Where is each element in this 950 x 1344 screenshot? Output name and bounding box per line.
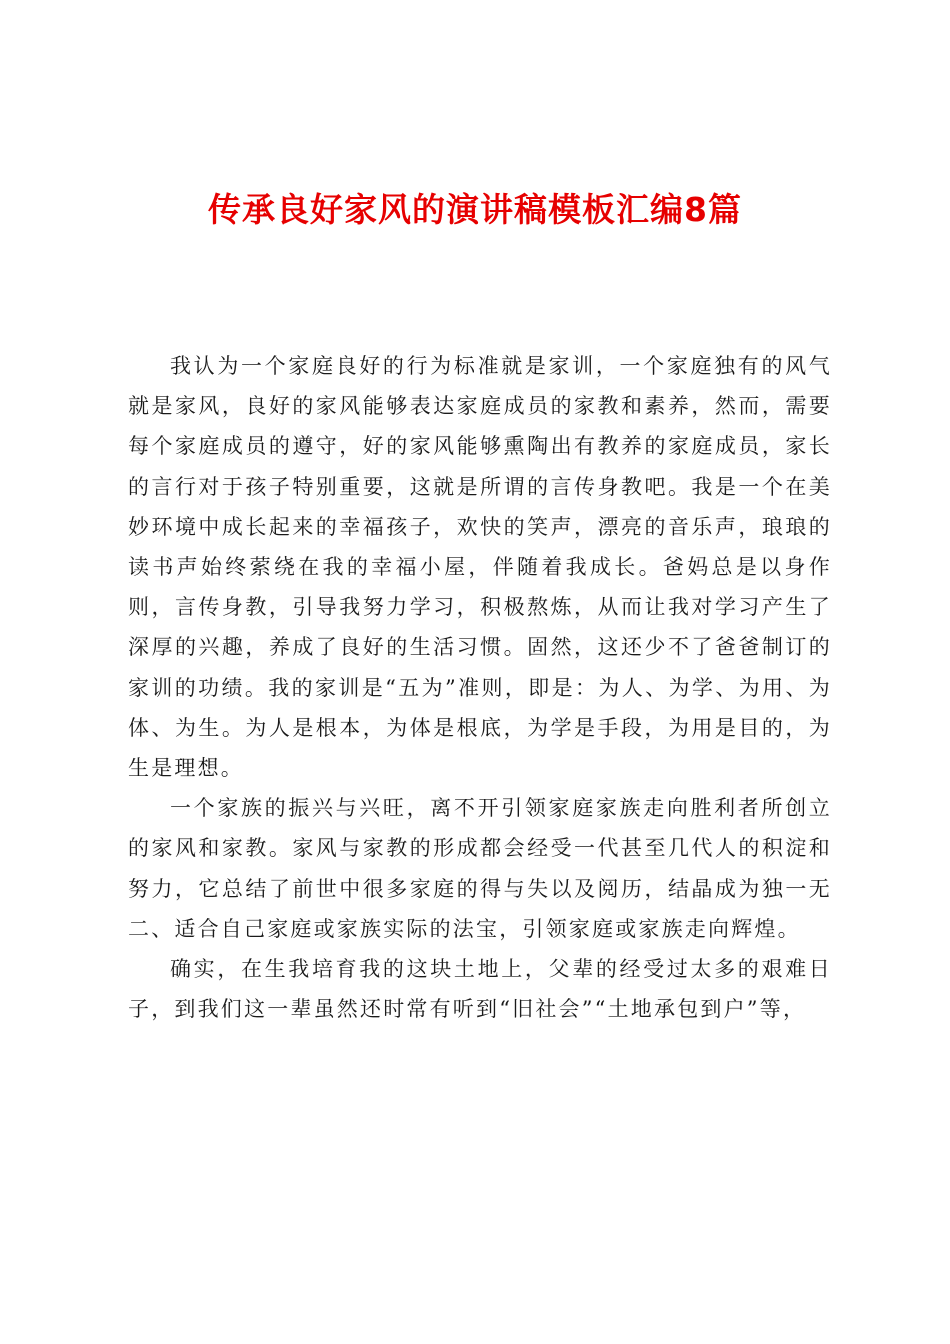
paragraph-3: 确实，在生我培育我的这块土地上，父辈的经受过太多的艰难日子，到我们这一辈虽然还时常有听到“旧社会”“土地承包到户”等， [128,957,832,1022]
document-title: 传承良好家风的演讲稿模板汇编8篇 [208,190,742,229]
paragraph-2: 一个家族的振兴与兴旺，离不开引领家庭家族走向胜利者所创立的家风和家教。家风与家教的形成都会经受一代甚至几代人的积淀和努力，它总结了前世中很多家庭的得与失以及阅历，结晶成为独一无二、适合自己家庭或家族实际的法宝，引领家庭或家族走向辉煌。 [128,796,832,941]
paragraph-1: 我认为一个家庭良好的行为标准就是家训，一个家庭独有的风气就是家风，良好的家风能够表达家庭成员的家教和素养，然而，需要每个家庭成员的遵守，好的家风能够熏陶出有教养的家庭成员，家长的言行对于孩子特别重要，这就是所谓的言传身教吧。我是一个在美妙环境中成长起来的幸福孩子，欢快的笑声，漂亮的音乐声，琅琅的读书声始终萦绕在我的幸福小屋，伴随着我成长。爸妈总是以身作则，言传身教，引导我努力学习，积极熬炼，从而让我对学习产生了深厚的兴趣，养成了良好的生活习惯。固然，这还少不了爸爸制订的家训的功绩。我的家训是“五为”准则，即是：为人、为学、为用、为体、为生。为人是根本，为体是根底，为学是手段，为用是目的，为生是理想。 [128,354,832,781]
document-body [128,346,832,1029]
